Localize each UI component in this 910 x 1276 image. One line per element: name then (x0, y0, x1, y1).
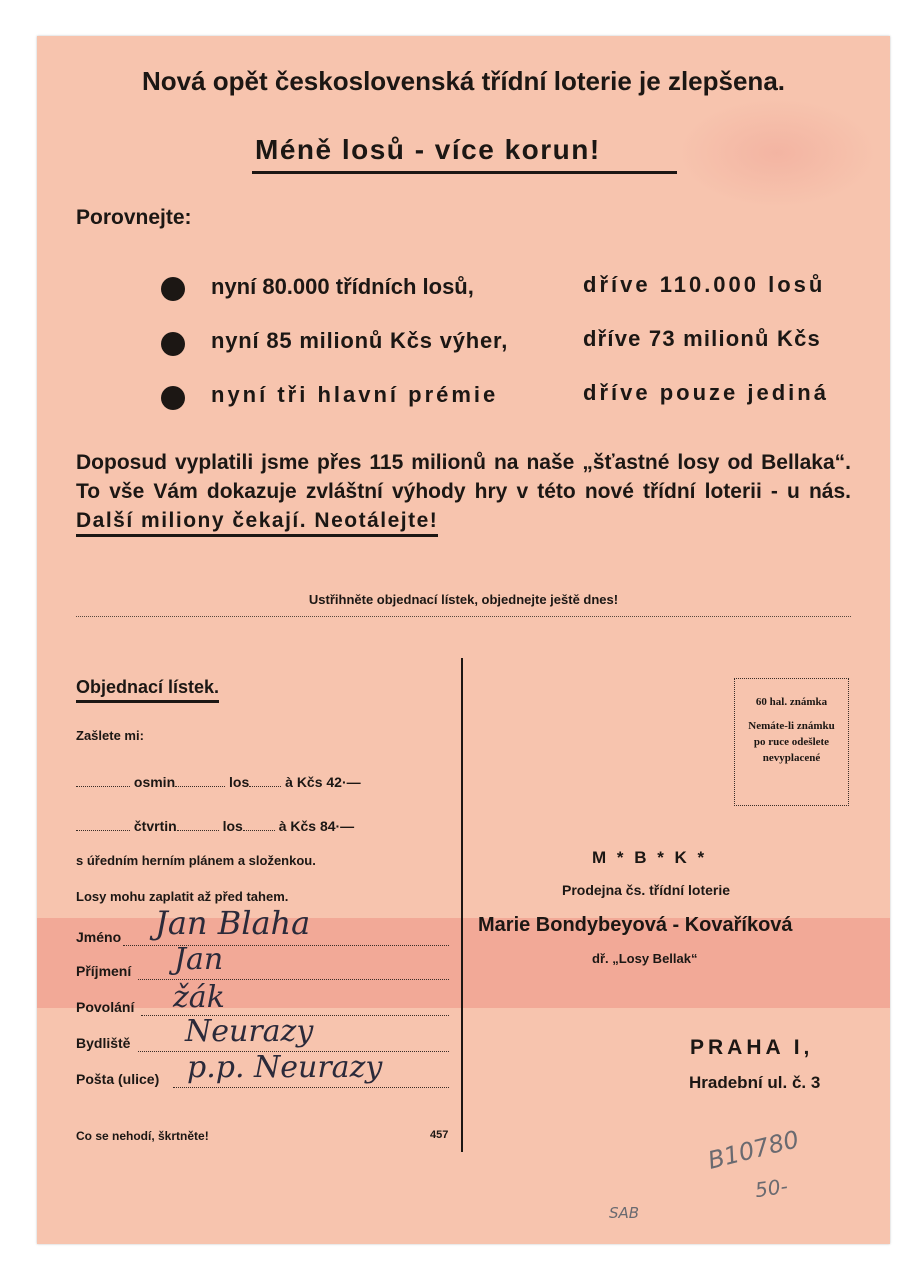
unit-label: čtvrtin (133, 818, 177, 834)
post-label: Pošta (ulice) (76, 1071, 160, 1087)
order-form-title: Objednací lístek. (76, 677, 219, 703)
catalog-number: B10780 (704, 1125, 802, 1175)
post-line (173, 1086, 449, 1088)
strike-note: Co se nehodí, škrtněte! (76, 1129, 209, 1143)
cut-instruction: Ustřihněte objednací lístek, objednejte ještě dnes! (308, 592, 619, 607)
bullet-icon (161, 386, 185, 410)
send-me-label: Zašlete mi: (76, 728, 144, 743)
comparison-before: dříve 73 milionů Kčs (583, 326, 821, 351)
name-line (123, 944, 449, 946)
stamp-title: 60 hal. známka (755, 696, 828, 708)
comparison-before: dříve 110.000 losů (583, 272, 826, 297)
pay-note: Losy mohu zaplatit až před tahem. (76, 889, 289, 904)
cut-line (76, 616, 851, 617)
name-field[interactable]: Jan Blaha (155, 904, 311, 942)
comparison-before: dříve pouze jediná (583, 380, 829, 405)
quantity-blank[interactable] (76, 772, 130, 787)
occupation-field[interactable]: žák (173, 980, 225, 1015)
occupation-label: Povolání (76, 999, 135, 1015)
vertical-divider (461, 658, 463, 1152)
residence-label: Bydliště (76, 1035, 131, 1051)
form-number: 457 (430, 1129, 449, 1141)
headline: Nová opět československá třídní loterie je zlepšena. (141, 66, 786, 96)
comparison-now: nyní 80.000 třídních losů, (211, 274, 474, 299)
post-field[interactable]: p.p. Neurazy (187, 1050, 383, 1085)
compare-label: Porovnejte: (76, 206, 192, 229)
surname-field[interactable]: Jan (174, 942, 224, 977)
plan-note: s úředním herním plánem a složenkou. (76, 853, 316, 868)
comparison-now: nyní tři hlavní prémie (211, 382, 499, 407)
owner-name: Marie Bondybeyová - Kovaříková (478, 914, 793, 936)
order-row-eighths (76, 772, 361, 790)
slogan: Méně losů - více korun! (255, 134, 601, 165)
street-address: Hradební ul. č. 3 (689, 1073, 821, 1092)
price-label: à Kčs 42·— (285, 774, 361, 790)
shop-name: Prodejna čs. třídní loterie (562, 882, 731, 898)
slogan-underline (252, 171, 677, 174)
price-note: 50- (753, 1173, 790, 1203)
los-label: los (222, 818, 243, 834)
initials-note: SAB (609, 1204, 640, 1222)
name-label: Jméno (76, 929, 122, 945)
promo-emphasis: Další miliony čekají. Neotálejte! (76, 509, 438, 537)
comparison-now: nyní 85 milionů Kčs výher, (211, 328, 509, 353)
stamp-note: Nemáte-li známku po ruce odešlete nevyplacené (748, 720, 835, 764)
brand-name: dř. „Losy Bellak“ (592, 951, 698, 966)
los-label: los (229, 774, 250, 790)
price-label: à Kčs 84·— (278, 818, 355, 834)
bullet-icon (161, 277, 185, 301)
promo-paragraph (76, 448, 851, 535)
unit-label: osmin (133, 774, 176, 790)
quantity-blank[interactable] (76, 816, 130, 831)
leaflet-sheet (37, 36, 890, 1244)
mbk-monogram: M * B * K * (592, 848, 708, 867)
stamp-box (734, 678, 849, 806)
promo-text: Doposud vyplatili jsme přes 115 milionů na naše „šťastné losy od Bellaka“. To vše Vám dokazuje zvláštní výhody hry v této nové třídní loterii - u nás. (76, 451, 851, 503)
bullet-icon (161, 332, 185, 356)
order-row-quarters (76, 816, 354, 834)
faded-red-print (677, 98, 877, 208)
city: PRAHA I, (690, 1036, 814, 1059)
residence-field[interactable]: Neurazy (185, 1014, 314, 1049)
surname-label: Příjmení (76, 963, 132, 979)
